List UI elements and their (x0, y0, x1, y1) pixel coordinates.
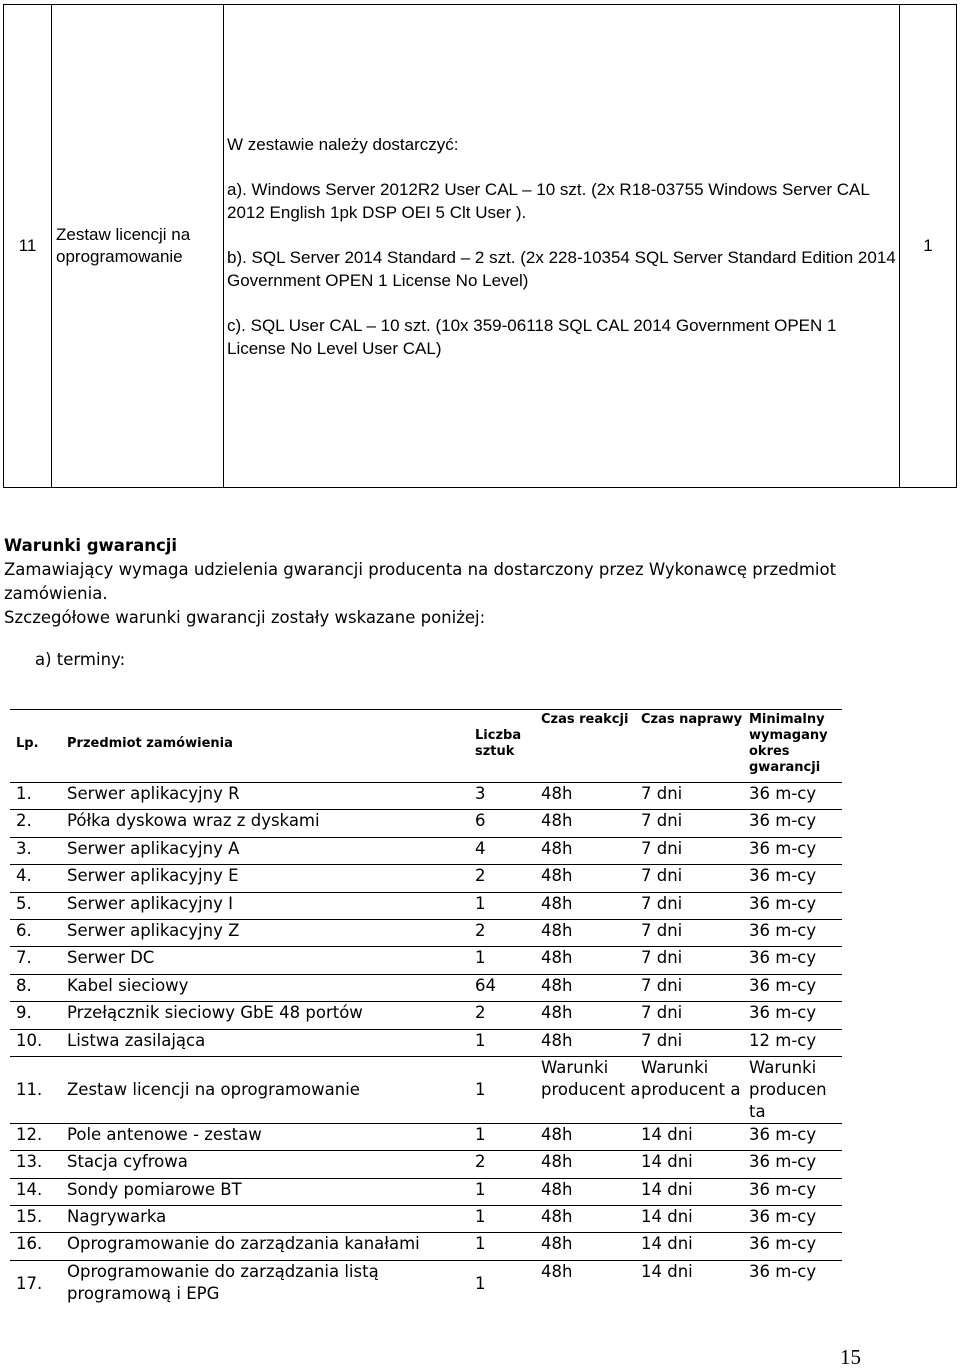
cell-repair: 14 dni (641, 1178, 749, 1205)
cell-quantity: 1 (475, 1029, 541, 1056)
description-intro: W zestawie należy dostarczyć: (227, 134, 459, 154)
cell-subject: Oprogramowanie do zarządzania kanałami (67, 1233, 475, 1260)
table-row (10, 919, 842, 946)
item-name-line1: Zestaw licencji na (56, 225, 191, 244)
table-row (10, 837, 842, 864)
item-name-line2: oprogramowanie (56, 247, 183, 266)
cell-lp: 3. (10, 837, 67, 864)
cell-subject: Zestaw licencji na oprogramowanie (67, 1056, 475, 1123)
cell-min-period: 36 m-cy (749, 1178, 842, 1205)
cell-reaction: 48h (541, 974, 641, 1001)
description-item-b: b). SQL Server 2014 Standard – 2 szt. (2x 228-10354 SQL Server Standard Edition 2014 Government OPEN 1 License No Level) (227, 247, 896, 290)
cell-lp: 9. (10, 1002, 67, 1029)
cell-subject: Kabel sieciowy (67, 974, 475, 1001)
header-reaction-time: Czas reakcji (541, 710, 641, 783)
warranty-section (4, 534, 904, 630)
page-number: 15 (840, 1345, 861, 1369)
header-quantity: Liczba sztuk (475, 710, 541, 783)
cell-quantity: 1 (475, 1233, 541, 1260)
cell-reaction: 48h (541, 1029, 641, 1056)
cell-repair: 7 dni (641, 865, 749, 892)
table-row (10, 1178, 842, 1205)
cell-lp: 4. (10, 865, 67, 892)
cell-reaction: 48h (541, 810, 641, 837)
cell-subject: Serwer aplikacyjny R (67, 783, 475, 810)
license-set-table (3, 4, 957, 488)
cell-quantity: 3 (475, 783, 541, 810)
cell-quantity: 1 (475, 892, 541, 919)
cell-subject: Oprogramowanie do zarządzania listą programową i EPG (67, 1261, 379, 1303)
cell-subject: Serwer DC (67, 947, 475, 974)
cell-subject: Pole antenowe - zestaw (67, 1123, 475, 1150)
cell-min-period: 36 m-cy (749, 1123, 842, 1150)
cell-reaction: 48h (541, 947, 641, 974)
table-row (10, 783, 842, 810)
description-item-c: c). SQL User CAL – 10 szt. (10x 359-06118 SQL CAL 2014 Government OPEN 1 License No Level User CAL) (227, 315, 837, 358)
table-row (10, 1029, 842, 1056)
cell-lp: 8. (10, 974, 67, 1001)
cell-repair: 7 dni (641, 1002, 749, 1029)
cell-repair: 7 dni (641, 892, 749, 919)
cell-min-period: 36 m-cy (749, 974, 842, 1001)
cell-subject: Stacja cyfrowa (67, 1151, 475, 1178)
cell-subject: Serwer aplikacyjny Z (67, 919, 475, 946)
cell-lp: 6. (10, 919, 67, 946)
license-set-row (4, 5, 957, 488)
cell-quantity: 1 (475, 1178, 541, 1205)
table-row (10, 892, 842, 919)
cell-quantity: 4 (475, 837, 541, 864)
description-item-a: a). Windows Server 2012R2 User CAL – 10 szt. (2x R18-03755 Windows Server CAL 2012 English 1pk DSP OEI 5 Clt User ). (227, 179, 870, 222)
cell-subject: Serwer aplikacyjny E (67, 865, 475, 892)
warranty-title: Warunki gwarancji (4, 536, 178, 555)
cell-lp: 16. (10, 1233, 67, 1260)
cell-reaction: 48h (541, 1151, 641, 1178)
cell-subject: Serwer aplikacyjny A (67, 837, 475, 864)
cell-repair: 14 dni (641, 1123, 749, 1150)
header-min-period: Minimalny wymagany okres gwarancji (749, 710, 842, 783)
cell-reaction: 48h (541, 1233, 641, 1260)
item-name (52, 5, 224, 488)
cell-reaction: 48h (541, 865, 641, 892)
cell-lp: 11. (10, 1056, 67, 1123)
cell-min-period: 36 m-cy (749, 1233, 842, 1260)
cell-quantity: 1 (475, 1273, 486, 1293)
cell-lp: 2. (10, 810, 67, 837)
cell-min-period: Warunki producen ta (749, 1056, 842, 1123)
cell-repair: 7 dni (641, 974, 749, 1001)
cell-lp: 12. (10, 1123, 67, 1150)
table-row (10, 1206, 842, 1233)
cell-reaction: 48h (541, 783, 641, 810)
cell-quantity: 2 (475, 1002, 541, 1029)
cell-subject: Listwa zasilająca (67, 1029, 475, 1056)
table-row (10, 1233, 842, 1260)
cell-reaction: 48h (541, 1002, 641, 1029)
header-repair-time: Czas naprawy (641, 710, 749, 783)
table-row (10, 947, 842, 974)
table-header-row (10, 710, 842, 783)
cell-quantity: 64 (475, 974, 541, 1001)
table-row (10, 1056, 842, 1123)
cell-subject: Półka dyskowa wraz z dyskami (67, 810, 475, 837)
cell-repair: 7 dni (641, 837, 749, 864)
cell-reaction: 48h (541, 1123, 641, 1150)
cell-min-period: 36 m-cy (749, 810, 842, 837)
cell-quantity: 1 (475, 1056, 541, 1123)
cell-repair: 14 dni (641, 1151, 749, 1178)
cell-quantity: 2 (475, 919, 541, 946)
cell-reaction: 48h (541, 1261, 573, 1281)
table-row (10, 974, 842, 1001)
cell-lp: 15. (10, 1206, 67, 1233)
cell-lp: 14. (10, 1178, 67, 1205)
cell-min-period: 36 m-cy (749, 837, 842, 864)
cell-repair: 7 dni (641, 1029, 749, 1056)
cell-quantity: 1 (475, 1123, 541, 1150)
warranty-terms-table (10, 709, 842, 1307)
cell-reaction: 48h (541, 1178, 641, 1205)
cell-repair: 14 dni (641, 1206, 749, 1233)
cell-subject: Sondy pomiarowe BT (67, 1178, 475, 1205)
cell-lp: 13. (10, 1151, 67, 1178)
cell-repair: Warunki producent a (641, 1056, 749, 1123)
item-quantity: 1 (900, 5, 957, 488)
header-subject: Przedmiot zamówienia (67, 710, 475, 783)
table-row (10, 865, 842, 892)
cell-repair: 7 dni (641, 783, 749, 810)
cell-repair: 7 dni (641, 947, 749, 974)
cell-reaction: 48h (541, 892, 641, 919)
cell-min-period: 36 m-cy (749, 892, 842, 919)
cell-quantity: 1 (475, 947, 541, 974)
cell-quantity: 2 (475, 1151, 541, 1178)
cell-lp: 7. (10, 947, 67, 974)
cell-repair: 7 dni (641, 810, 749, 837)
cell-lp: 5. (10, 892, 67, 919)
cell-quantity: 2 (475, 865, 541, 892)
cell-reaction: 48h (541, 919, 641, 946)
cell-lp: 1. (10, 783, 67, 810)
warranty-paragraph-1: Zamawiający wymaga udzielenia gwarancji producenta na dostarczony przez Wykonawcę przedmiot zamówienia. (4, 560, 837, 603)
cell-subject: Nagrywarka (67, 1206, 475, 1233)
cell-min-period: 36 m-cy (749, 1151, 842, 1178)
warranty-paragraph-2: Szczegółowe warunki gwarancji zostały wskazane poniżej: (4, 608, 486, 627)
cell-min-period: 12 m-cy (749, 1029, 842, 1056)
cell-min-period: 36 m-cy (749, 1206, 842, 1233)
cell-repair: 14 dni (641, 1233, 749, 1260)
cell-subject: Przełącznik sieciowy GbE 48 portów (67, 1002, 475, 1029)
cell-quantity: 1 (475, 1206, 541, 1233)
cell-min-period: 36 m-cy (749, 947, 842, 974)
table-row (10, 1002, 842, 1029)
item-description (224, 5, 900, 488)
cell-min-period: 36 m-cy (749, 1261, 817, 1281)
row-number: 11 (4, 5, 52, 488)
cell-min-period: 36 m-cy (749, 783, 842, 810)
cell-min-period: 36 m-cy (749, 865, 842, 892)
cell-lp: 10. (10, 1029, 67, 1056)
cell-quantity: 6 (475, 810, 541, 837)
table-row (10, 810, 842, 837)
table-row (10, 1123, 842, 1150)
terms-label: a) terminy: (35, 650, 126, 669)
header-lp: Lp. (10, 710, 67, 783)
cell-min-period: 36 m-cy (749, 919, 842, 946)
cell-lp: 17. (16, 1273, 43, 1293)
cell-reaction: 48h (541, 1206, 641, 1233)
cell-min-period: 36 m-cy (749, 1002, 842, 1029)
cell-repair: 14 dni (641, 1261, 693, 1281)
cell-repair: 7 dni (641, 919, 749, 946)
table-row (10, 1151, 842, 1178)
cell-reaction: 48h (541, 837, 641, 864)
table-row (10, 1260, 842, 1307)
cell-subject: Serwer aplikacyjny I (67, 892, 475, 919)
cell-reaction: Warunki producent a (541, 1056, 641, 1123)
